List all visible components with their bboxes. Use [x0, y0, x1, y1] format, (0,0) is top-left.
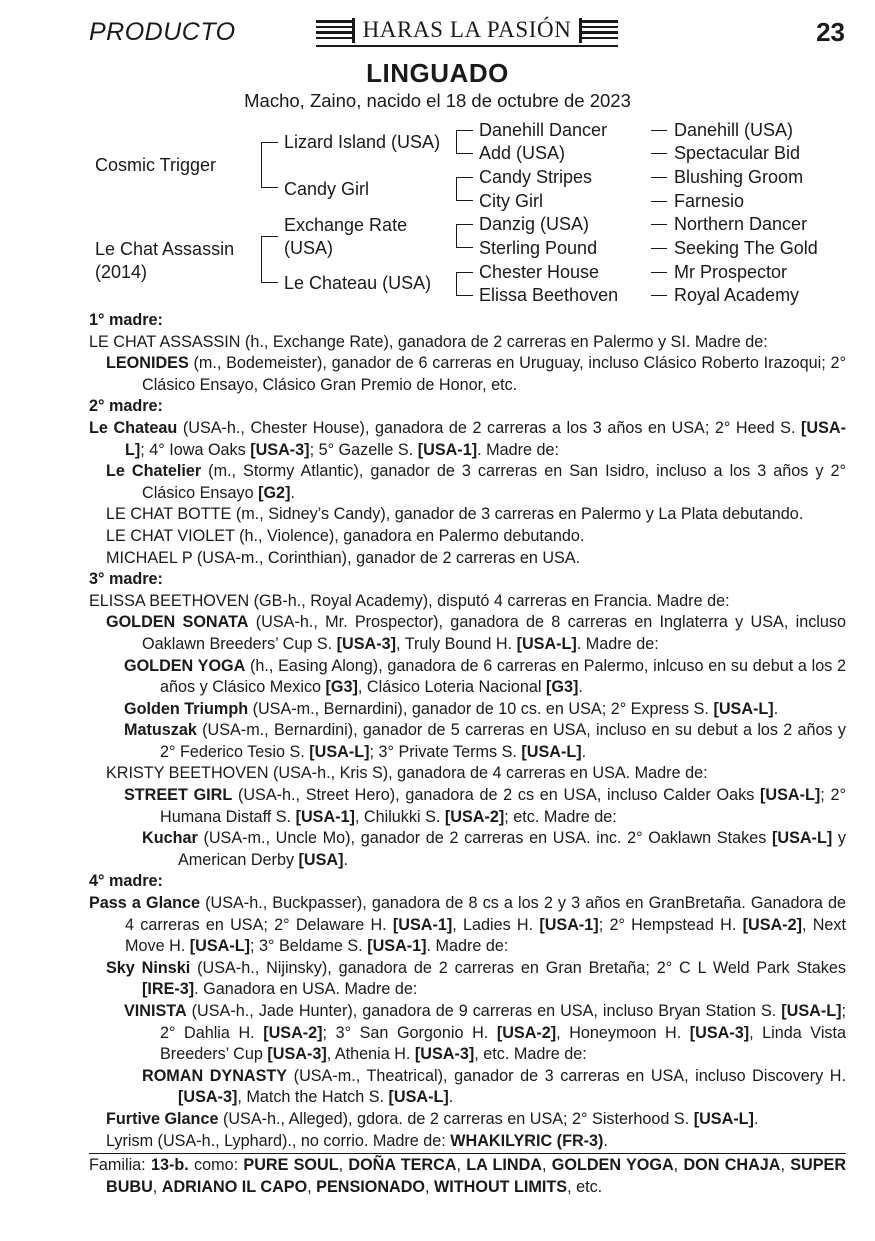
- pedigree-dam: [95, 238, 234, 284]
- pedigree-gen3-5: Danzig (USA): [479, 214, 590, 234]
- bracket-gen3-1: [456, 130, 457, 154]
- dash-gen4-2: [651, 153, 667, 154]
- produce-name: Sky Ninski: [106, 958, 191, 977]
- pedigree-gen3-7: Chester House: [479, 262, 600, 282]
- second-dam-heading: 2° madre:: [89, 397, 163, 416]
- pedigree-dam-sire-name: Exchange Rate: [284, 215, 408, 235]
- pedigree-gen3-3: Candy Stripes: [479, 167, 593, 187]
- produce-matuszak: Matuszak (USA-m., Bernardini), ganador de 5 carreras en USA, incluso en su debut a los 2 años y 2° Federico Tesio S. [USA-L]; 3° Private Terms S. [USA-L].: [124, 721, 846, 761]
- pedigree-gen4-4: Farnesio: [674, 191, 745, 211]
- produce-lyrism: Lyrism (USA-h., Lyphard)., no corrio. Madre de: WHAKILYRIC (FR-3).: [106, 1131, 608, 1150]
- pedigree-gen4-6: Seeking The Gold: [674, 238, 818, 258]
- produce-text: (m., Bodemeister), ganador de 6 carreras en Uruguay, incluso Clásico Roberto Irazoqui; 2° Clásico Ensayo, Clásico Gran Premio de Honor, etc.: [142, 354, 846, 394]
- page-number: 23: [816, 17, 845, 47]
- bracket-gen3-3: [456, 224, 457, 248]
- logo-bars-right: [582, 20, 618, 42]
- pedigree-gen4-7: Mr Prospector: [674, 262, 788, 282]
- pedigree-gen3-8: Elissa Beethoven: [479, 285, 619, 305]
- produce-name: Matuszak: [124, 721, 197, 740]
- produce-michael-p: MICHAEL P (USA-m., Corinthian), ganador de 2 carreras en USA.: [106, 548, 581, 567]
- produce-leonides: [89, 353, 846, 396]
- dash-gen4-8: [651, 295, 667, 296]
- produce-street-girl: STREET GIRL (USA-h., Street Hero), ganadora de 2 cs en USA, incluso Calder Oaks [USA-L]; 2° Humana Distaff S. [USA-1], Chilukki S. [USA-2]; etc. Madre de:: [124, 786, 846, 826]
- produce-le-chat-botte: LE CHAT BOTTE (m., Sidney’s Candy), ganador de 3 carreras en Palermo y La Plata debutando.: [106, 505, 804, 524]
- produce-name: ROMAN DYNASTY: [142, 1066, 288, 1085]
- section-label: PRODUCTO: [89, 18, 236, 46]
- fourth-dam-heading: 4° madre:: [89, 872, 163, 891]
- produce-golden-sonata: GOLDEN SONATA (USA-h., Mr. Prospector), ganadora de 8 carreras en Inglaterra y USA, incluso Oaklawn Breeders’ Cup S. [USA-3], Truly Bound H. [USA-L]. Madre de:: [106, 613, 846, 653]
- produce-name: GOLDEN SONATA: [106, 613, 249, 632]
- produce-kristy-beethoven: KRISTY BEETHOVEN (USA-h., Kris S), ganadora de 4 carreras en USA. Madre de:: [106, 764, 708, 783]
- dash-gen4-5: [651, 224, 667, 225]
- dash-gen4-4: [651, 201, 667, 202]
- produce-name: Golden Triumph: [124, 699, 249, 718]
- produce-name: GOLDEN YOGA: [124, 656, 246, 675]
- pedigree-gen4-5: Northern Dancer: [674, 214, 808, 234]
- third-dam-entry: ELISSA BEETHOVEN (GB-h., Royal Academy), disputó 4 carreras en Francia. Madre de:: [89, 591, 730, 610]
- pedigree-gen4-2: Spectacular Bid: [674, 143, 801, 163]
- dash-gen4-1: [651, 130, 667, 131]
- produce-name: Furtive Glance: [106, 1109, 219, 1128]
- dash-gen4-3: [651, 177, 667, 178]
- produce-roman-dynasty: ROMAN DYNASTY (USA-m., Theatrical), ganador de 3 carreras en USA, incluso Discovery H. [USA-3], Match the Hatch S. [USA-L].: [142, 1066, 846, 1107]
- pedigree-gen4-8: Royal Academy: [674, 285, 800, 305]
- produce-le-chat-violet: LE CHAT VIOLET (h., Violence), ganadora en Palermo debutando.: [106, 526, 585, 545]
- bracket-sire: [261, 142, 262, 188]
- produce-vinista: VINISTA (USA-h., Jade Hunter), ganadora de 9 carreras en USA, incluso Bryan Station S. [USA-L]; 2° Dahlia H. [USA-2]; 3° San Gorgonio H. [USA-2], Honeymoon H. [USA-3], Linda Vista Breeders’ Cup [USA-3], Athenia H. [USA-3], etc. Madre de:: [124, 1002, 847, 1064]
- third-dam-heading: 3° madre:: [89, 570, 163, 589]
- produce-name: VINISTA: [124, 1002, 187, 1020]
- brand-logo: [316, 17, 618, 47]
- pedigree-gen3-4: City Girl: [479, 191, 543, 211]
- fourth-dam-entry: Pass a Glance (USA-h., Buckpasser), ganadora de 8 cs a los 2 y 3 años en GranBretaña. Ganadora de 4 carreras en USA; 2° Delaware H. [USA-1], Ladies H. [USA-1]; 2° Hempstead H. [USA-2], Next Move H. [USA-L]; 3° Beldame S. [USA-1]. Madre de:: [89, 894, 846, 956]
- produce-name: Kuchar: [142, 829, 198, 848]
- bracket-dam: [261, 236, 262, 283]
- logo-bars-left: [316, 20, 352, 42]
- first-dam-entry: LE CHAT ASSASSIN (h., Exchange Rate), ganadora de 2 carreras en Palermo y SI. Madre de:: [89, 332, 768, 351]
- produce-name: STREET GIRL: [124, 786, 233, 805]
- pedigree-gen3-6: Sterling Pound: [479, 238, 598, 258]
- pedigree-gen4-1: Danehill (USA): [674, 120, 794, 140]
- brand-name: HARAS LA PASIÓN: [362, 17, 572, 42]
- bracket-gen3-2: [456, 177, 457, 201]
- horse-description: Macho, Zaino, nacido el 18 de octubre de 2023: [244, 90, 631, 111]
- dam-name: Pass a Glance: [89, 894, 201, 913]
- second-dam-entry: Le Chateau (USA-h., Chester House), ganadora de 2 carreras a los 3 años en USA; 2° Heed S. [USA-L]; 4° Iowa Oaks [USA-3]; 5° Gazelle S. [USA-1]. Madre de:: [89, 418, 846, 459]
- pedigree-sire-dam: Candy Girl: [284, 179, 370, 199]
- produce-kuchar: Kuchar (USA-m., Uncle Mo), ganador de 2 carreras en USA. inc. 2° Oaklawn Stakes [USA-L] y American Derby [USA].: [142, 829, 846, 869]
- logo-underline: [316, 45, 618, 47]
- bracket-gen3-4: [456, 272, 457, 296]
- produce-golden-triumph: Golden Triumph (USA-m., Bernardini), ganador de 10 cs. en USA; 2° Express S. [USA-L].: [124, 699, 779, 718]
- pedigree-dam-year: (2014): [95, 262, 148, 282]
- pedigree-dam-name: Le Chat Assassin: [95, 239, 235, 259]
- family-number: 13-b.: [150, 1156, 189, 1175]
- produce-furtive-glance: Furtive Glance (USA-h., Alleged), gdora. de 2 carreras en USA; 2° Sisterhood S. [USA-L].: [106, 1109, 759, 1128]
- pedigree-dam-sire-origin: (USA): [284, 238, 333, 258]
- produce-le-chatelier: Le Chatelier (m., Stormy Atlantic), ganador de 3 carreras en San Isidro, incluso a los 3 años y 2° Clásico Ensayo [G2].: [106, 462, 846, 502]
- produce-name: Le Chatelier: [106, 462, 202, 481]
- dam-name: Le Chateau: [89, 418, 178, 437]
- horse-name: LINGUADO: [366, 58, 509, 88]
- pedigree-sire-sire: Lizard Island (USA): [284, 132, 441, 152]
- pedigree-dam-sire: [284, 214, 407, 260]
- pedigree-gen3-1: Danehill Dancer: [479, 120, 608, 140]
- produce-sky-ninski: Sky Ninski (USA-h., Nijinsky), ganadora de 2 carreras en Gran Bretaña; 2° C L Weld Park Stakes [IRE-3]. Ganadora en USA. Madre de:: [106, 958, 846, 999]
- dash-gen4-6: [651, 248, 667, 249]
- first-dam-heading: 1° madre:: [89, 311, 163, 329]
- logo-divider-left: [352, 18, 355, 43]
- family-line: Familia: 13-b. como: PURE SOUL, DOÑA TERCA, LA LINDA, GOLDEN YOGA, DON CHAJA, SUPER BUBU, ADRIANO IL CAPO, PENSIONADO, WITHOUT LIMITS, etc.: [89, 1153, 846, 1198]
- produce-golden-yoga: GOLDEN YOGA (h., Easing Along), ganadora de 6 carreras en Palermo, inlcuso en su debut a los 2 años y Clásico Mexico [G3], Clásico Loteria Nacional [G3].: [124, 656, 847, 697]
- pedigree-gen3-2: Add (USA): [479, 143, 566, 163]
- family-label: Familia:: [89, 1156, 151, 1175]
- produce-record: [89, 310, 846, 1198]
- produce-name: LEONIDES: [106, 354, 189, 373]
- pedigree-gen4-3: Blushing Groom: [674, 167, 804, 187]
- pedigree-sire: Cosmic Trigger: [95, 155, 217, 175]
- dash-gen4-7: [651, 272, 667, 273]
- pedigree-dam-dam: Le Chateau (USA): [284, 273, 432, 293]
